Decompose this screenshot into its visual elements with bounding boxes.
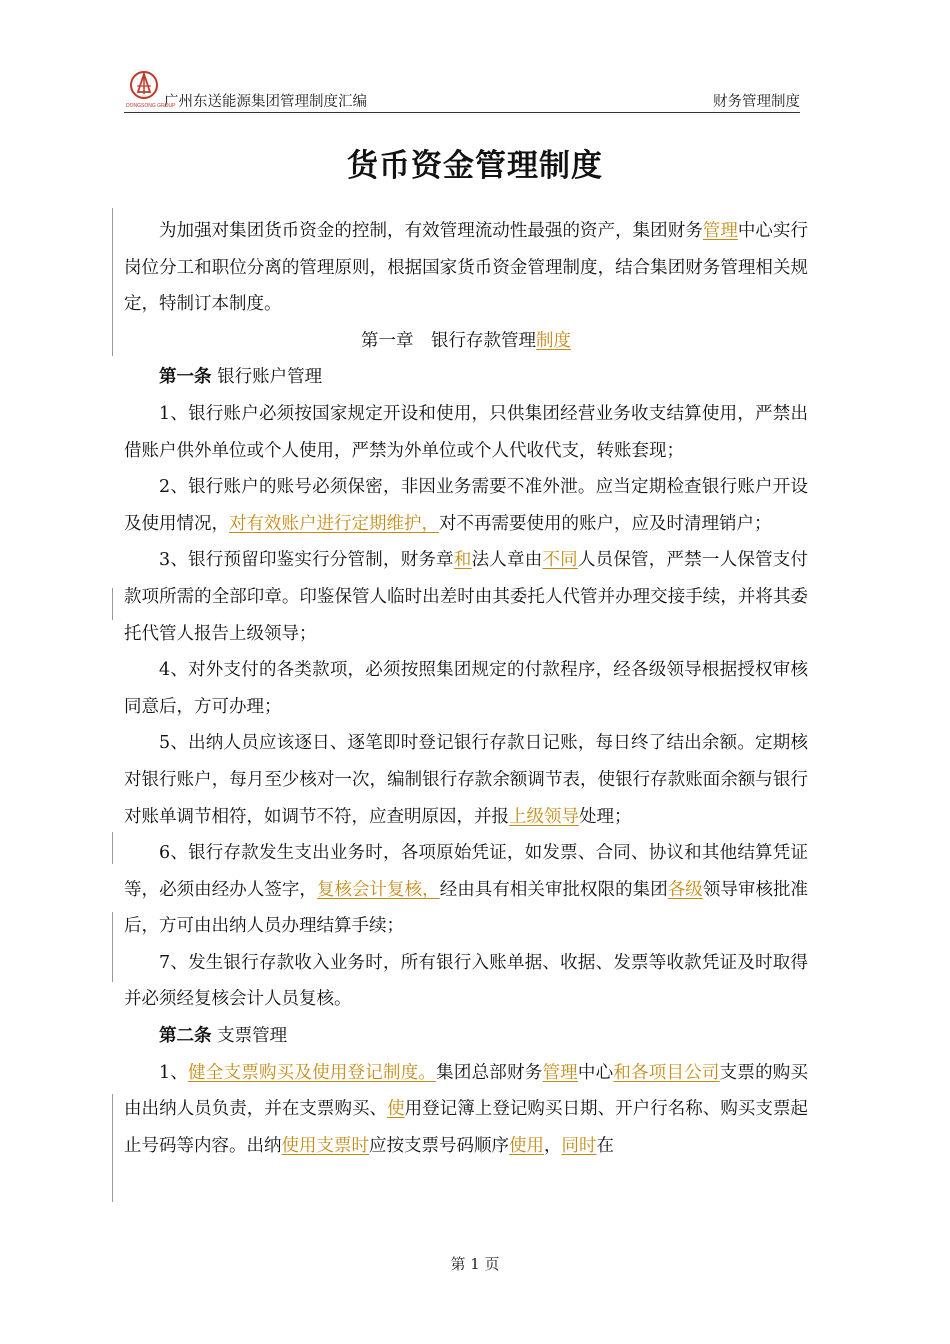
page-header: [124, 68, 800, 113]
company-logo-icon: [124, 68, 176, 110]
clause-paragraph: 4、对外支付的各类款项，必须按照集团规定的付款程序，经各级领导根据授权审核同意后，方可办理；: [124, 660, 808, 717]
intro-paragraph: 为加强对集团货币资金的控制，有效管理流动性最强的资产，集团财务管理中心实行岗位分工和职位分离的管理原则，根据国家货币资金管理制度，结合集团财务管理相关规定，特制订本制度。: [124, 221, 809, 315]
clause-paragraph: 3、银行预留印鉴实行分管制，财务章和法人章由不同人员保管，严禁一人保管支付款项所需的全部印章。印鉴保管人临时出差时由其委托人代管并办理交接手续，并将其委托代管人报告上级领导；: [124, 550, 809, 644]
clause-paragraph: 7、发生银行存款收入业务时，所有银行入账单据、收据、发票等收款凭证及时取得并必须经复核会计人员复核。: [124, 952, 808, 1010]
header-collection-title: 广州东送能源集团管理制度汇编: [164, 94, 367, 110]
article-heading: 第二条 支票管理: [159, 1026, 288, 1047]
revision-bar: [112, 912, 113, 982]
revision-bar: [112, 588, 113, 620]
clause-paragraph: 1、银行账户必须按国家规定开设和使用，只供集团经营业务收支结算使用，严禁出借账户供外单位或个人使用，严禁为外单位或个人代收代支，转账套现；: [124, 403, 808, 461]
article-heading: 第一条 银行账户管理: [159, 367, 323, 388]
revision-bar: [112, 208, 113, 356]
svg-text:DONGSONG GROUP: DONGSONG GROUP: [126, 103, 176, 109]
clause-paragraph: 1、健全支票购买及使用登记制度。集团总部财务管理中心和各项目公司支票的购买由出纳人员负责，并在支票购买、使用登记簿上登记购买日期、开户行名称、购买支票起止号码等内容。出纳使用支票时应按支票号码顺序使用，同时在: [124, 1062, 809, 1156]
document-body: [124, 213, 808, 1164]
chapter-heading: 第一章 银行存款管理制度: [361, 330, 571, 351]
revision-bar: [112, 832, 113, 864]
header-section-title: 财务管理制度: [713, 94, 800, 110]
clause-paragraph: 2、银行账户的账号必须保密，非因业务需要不准外泄。应当定期检查银行账户开设及使用情况，对有效账户进行定期维护，对不再需要使用的账户，应及时清理销户；: [124, 477, 808, 534]
clause-paragraph: 5、出纳人员应该逐日、逐笔即时登记银行存款日记账，每日终了结出余额。定期核对银行账户，每月至少核对一次，编制银行存款余额调节表，使银行存款账面余额与银行对账单调节相符，如调节不符，应查明原因，并报上级领导处理；: [124, 733, 808, 827]
clause-paragraph: 6、银行存款发生支出业务时，各项原始凭证，如发票、合同、协议和其他结算凭证等，必须由经办人签字，复核会计复核，经由具有相关审批权限的集团各级领导审核批准后，方可由出纳人员办理结算手续；: [124, 843, 809, 937]
revision-bar: [112, 1094, 113, 1202]
document-title: 货币资金管理制度: [347, 148, 603, 184]
page-number: 第 1 页: [450, 1255, 500, 1273]
